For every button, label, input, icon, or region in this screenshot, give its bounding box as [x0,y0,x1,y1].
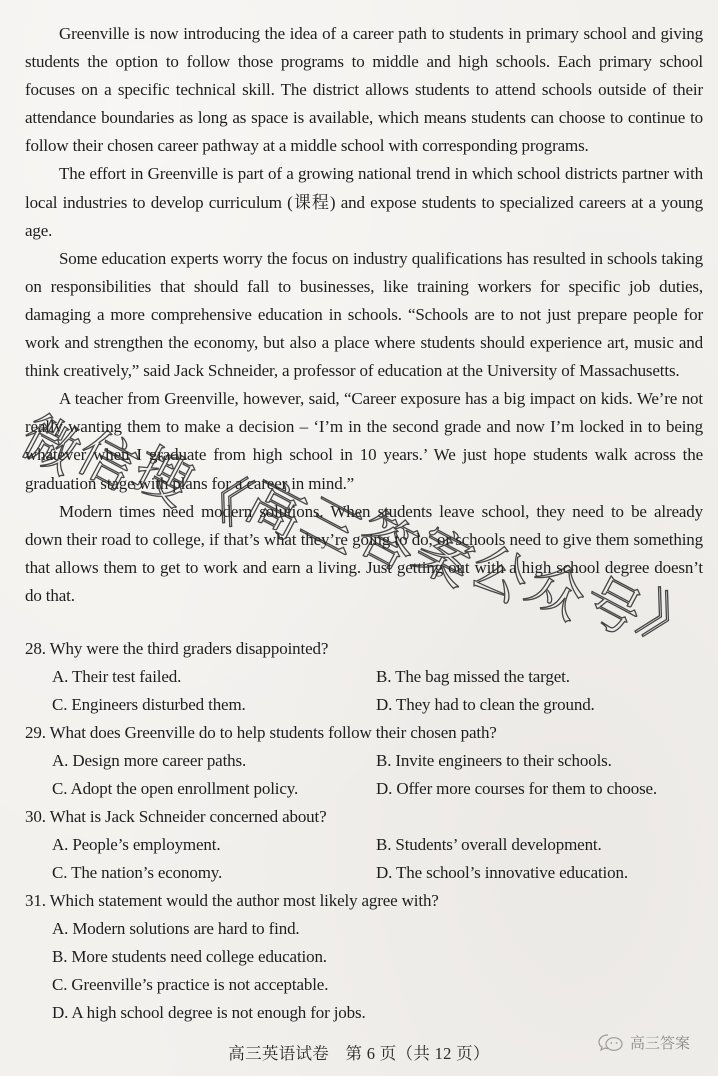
option-d: D. A high school degree is not enough for jobs. [52,1003,366,1022]
option-c: C. Greenville’s practice is not acceptable. [52,975,329,994]
logo-text: 高三答案 [630,1034,691,1052]
watermark-char: 三 [291,484,372,569]
question-stem: 29. What does Greenville do to help students follow their chosen path? [25,723,497,742]
option-a: A. People’s employment. [52,835,221,854]
option-b: B. Students’ overall development. [376,835,602,854]
option-b: B. Invite engineers to their schools. [376,751,612,770]
option-d: D. They had to clean the ground. [376,695,595,714]
passage-paragraph-3: Some education experts worry the focus on industry qualifications has resulted in schools taking on responsibilities that should fall to businesses, like training workers for specific job duties, damaging a more comprehensive education in schools. “Schools are to not just prepare people for work and strengthen the economy, but also a place where students should experience art, music and think creatively,” said Jack Schneider, a professor of education at the University of Massachusetts. [25,248,703,381]
question-stem: 28. Why were the third graders disappointed? [25,639,329,658]
page-number: 第 6 页（共 12 页） [345,1044,490,1063]
question-30 [25,803,705,887]
watermark-char: 信 [66,419,147,504]
passage-paragraph-5: Modern times need modern solutions. When students leave school, they need to be already down their road to college, if that’s what they’re going to do, or schools need to give them something that allows them to get to work and earn a living. Just getting out with a high school degree doesn’t do that. [25,501,703,605]
account-logo [598,1032,690,1053]
passage-paragraph-4: A teacher from Greenville, however, said, “Career exposure has a big impact on kids. We’re not really wanting them to make a decision – ‘I’m in the second grade and now I’m locked in to being whatever when I graduate from high school in 10 years.’ We just hope students walk across the graduation stage with plans for a career in mind.” [25,389,703,493]
option-b: B. More students need college education. [52,947,327,966]
watermark-char: 公 [459,533,540,617]
wechat-icon [598,1033,624,1053]
option-c: C. Adopt the open enrollment policy. [52,779,299,798]
watermark-char: 案 [403,516,484,601]
watermark-char: 众 [515,549,596,634]
option-a: A. Modern solutions are hard to find. [52,919,300,938]
option-a: A. Their test failed. [52,667,182,686]
option-b: B. The bag missed the target. [376,667,570,686]
watermark-char: 微 [10,403,91,488]
option-c: C. The nation’s economy. [52,863,223,882]
option-d: D. Offer more courses for them to choose. [376,779,658,798]
watermark-char: 高 [234,468,315,553]
watermark-char: 》 [628,581,709,666]
question-28 [25,635,705,719]
option-a: A. Design more career paths. [52,751,247,770]
watermark-char: 号 [572,565,653,650]
reading-passage [25,20,703,610]
watermark-char: 搜 [122,436,203,520]
watermark-char: 《 [178,452,259,536]
watermark-char: 答 [347,500,428,585]
passage-paragraph-2: The effort in Greenville is part of a growing national trend in which school districts partner with local industries to develop curriculum (课程) and expose students to specialized careers at a young age. [25,164,703,240]
option-c: C. Engineers disturbed them. [52,695,246,714]
footer-title: 高三英语试卷 [228,1044,330,1063]
question-stem: 31. Which statement would the author most likely agree with? [25,891,439,910]
question-29 [25,719,705,803]
question-stem: 30. What is Jack Schneider concerned about? [25,807,327,826]
passage-paragraph-1: Greenville is now introducing the idea of a career path to students in primary school and giving students the option to follow those programs to middle and high schools. Each primary school focuses on a specific technical skill. The district allows students to attend schools outside of their attendance boundaries as long as space is available, which means students can choose to continue to follow their chosen career pathway at a middle school with corresponding programs. [25,24,703,156]
question-list [25,635,705,1027]
question-31 [25,887,705,1027]
option-d: D. The school’s innovative education. [376,863,628,882]
